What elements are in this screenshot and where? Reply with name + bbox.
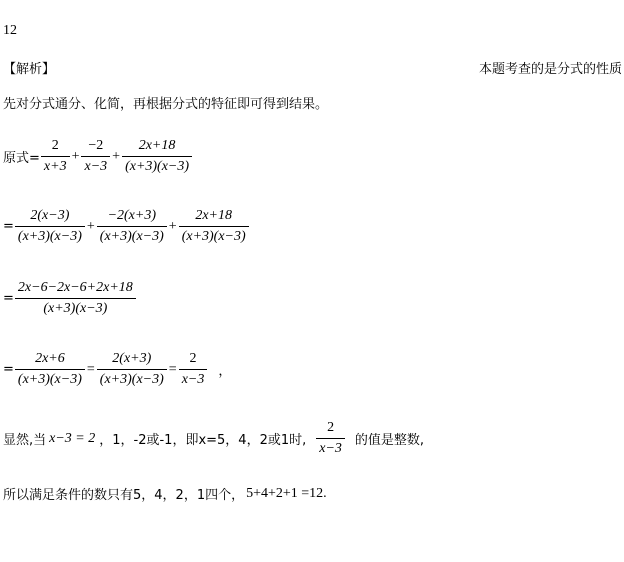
- step-6-text: 所以满足条件的数只有5，4，2，1四个，: [3, 488, 245, 503]
- denominator: (x+3)(x−3): [99, 372, 164, 387]
- fraction: [97, 208, 167, 245]
- numerator: 2: [41, 138, 70, 157]
- step-5-text-3: 的值是整数,: [354, 433, 425, 448]
- answer-number: 12: [3, 23, 17, 38]
- numerator: 2(x+3): [97, 351, 167, 370]
- fraction: [81, 138, 110, 175]
- denominator: x−3: [181, 372, 205, 387]
- plus-operator: +: [112, 148, 121, 164]
- numerator: −2: [81, 138, 110, 157]
- step-4-prefix: =: [3, 362, 14, 377]
- numerator: 2: [316, 420, 345, 439]
- fraction: [316, 420, 345, 457]
- step-6-expression: 5+4+2+1 =12.: [246, 485, 327, 501]
- plus-operator: +: [168, 218, 177, 234]
- fraction: [122, 138, 192, 175]
- numerator: −2(x+3): [97, 208, 167, 227]
- method-text: 先对分式通分、化简，再根据分式的特征即可得到结果。: [3, 97, 329, 112]
- fraction: [179, 208, 249, 245]
- denominator: (x+3)(x−3): [17, 372, 82, 387]
- step-5-text-1: 显然,当: [3, 433, 47, 448]
- denominator: x−3: [319, 441, 342, 456]
- denominator: x+3: [43, 159, 67, 174]
- denominator: (x+3)(x−3): [17, 229, 82, 244]
- numerator: 2x+6: [15, 351, 85, 370]
- equals-operator: =: [86, 361, 95, 377]
- denominator: (x+3)(x−3): [99, 229, 164, 244]
- equals-operator: =: [168, 361, 177, 377]
- denominator: (x+3)(x−3): [181, 229, 246, 244]
- step-4-comma: ，: [218, 364, 232, 379]
- numerator: 2x+18: [179, 208, 249, 227]
- fraction: [15, 351, 85, 388]
- denominator: (x+3)(x−3): [43, 301, 108, 316]
- step-3: [3, 280, 137, 317]
- step-2-prefix: =: [3, 219, 14, 234]
- step-5-expression: x−3 = 2: [49, 430, 96, 446]
- fraction: [41, 138, 70, 175]
- topic-text: 本题考查的是分式的性质: [478, 62, 622, 77]
- step-5: [3, 420, 424, 457]
- numerator: 2x−6−2x−6+2x+18: [15, 280, 136, 299]
- step-3-prefix: =: [3, 291, 14, 306]
- fraction: [15, 208, 85, 245]
- fraction: [15, 280, 136, 317]
- numerator: 2(x−3): [15, 208, 85, 227]
- step-1: [3, 138, 193, 175]
- denominator: (x+3)(x−3): [125, 159, 190, 174]
- numerator: 2x+18: [122, 138, 192, 157]
- plus-operator: +: [71, 148, 80, 164]
- plus-operator: +: [86, 218, 95, 234]
- step-2: [3, 208, 250, 245]
- step-6: [3, 484, 328, 503]
- step-5-text-2: ，1，-2或-1，即x=5，4，2或1时,: [99, 433, 307, 448]
- denominator: x−3: [84, 159, 108, 174]
- step-4: [3, 351, 231, 388]
- fraction: [179, 351, 208, 388]
- analysis-label: 【解析】: [3, 62, 56, 77]
- numerator: 2: [179, 351, 208, 370]
- step-1-prefix: 原式=: [3, 151, 40, 166]
- fraction: [97, 351, 167, 388]
